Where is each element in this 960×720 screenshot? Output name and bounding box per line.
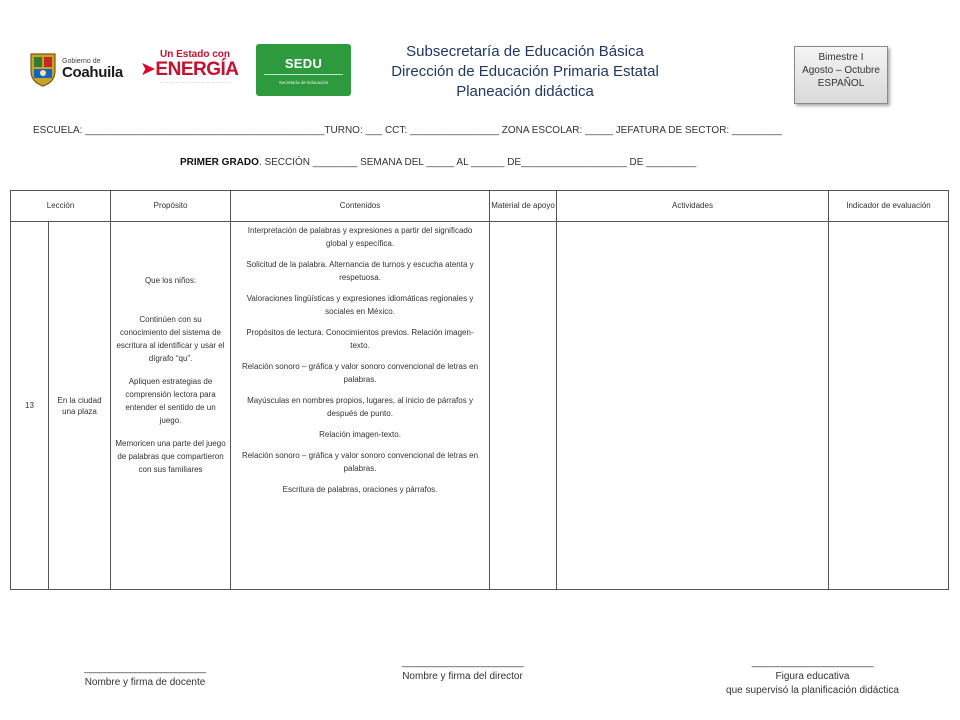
teacher-signature <box>55 662 235 690</box>
content-item: Propósitos de lectura. Conocimientos previos. Relación imagen-texto. <box>246 328 474 350</box>
purpose-item: Que los niños: <box>144 276 197 285</box>
indicator-cell <box>829 222 949 590</box>
planning-table <box>10 190 949 590</box>
content-item: Valoraciones lingüísticas y expresiones idiomáticas regionales y sociales en México. <box>246 294 474 316</box>
purpose-item: Continúen con su conocimiento del sistema de escritura al identificar y usar el dígrafo “qu”. <box>116 315 225 363</box>
bimestre-line-2: Agosto – Octubre <box>802 65 880 76</box>
school-info-line: ESCUELA: ___________________________________________TURNO: ___ CCT: ________________ ZONA ESCOLAR: _____ JEFATURA DE SECTOR: _________ <box>33 125 783 136</box>
content-item: Relación sonoro – gráfica y valor sonoro convencional de letras en palabras. <box>241 362 479 384</box>
director-signature-label: Nombre y firma del director <box>402 671 523 682</box>
grade-label: PRIMER GRADO <box>180 157 259 168</box>
energia-logo-sub-line: — — — — — — — — — — — — — — <box>160 79 231 84</box>
bimestre-line-1: Bimestre I <box>818 52 864 63</box>
coahuila-logo <box>28 50 133 88</box>
energia-arrow-icon: ➤ <box>140 59 156 80</box>
lesson-title: En la ciudad una plaza <box>49 222 111 590</box>
bimestre-box <box>794 46 888 104</box>
supervisor-signature-label-2: que supervisó la planificación didáctica <box>726 685 899 696</box>
coahuila-logo-small-text: Gobierno de <box>62 58 101 65</box>
header-indicator: Indicador de evaluación <box>829 191 949 222</box>
header-activities: Actividades <box>557 191 829 222</box>
contents-cell <box>231 222 490 590</box>
document-header <box>360 42 690 102</box>
coahuila-logo-big-text: Coahuila <box>62 64 123 81</box>
grade-info-line <box>180 157 696 168</box>
signature-line: ________________________ <box>401 657 524 668</box>
header-line-2: Dirección de Educación Primaria Estatal <box>391 63 659 80</box>
purpose-cell <box>111 222 231 590</box>
header-purpose: Propósito <box>111 191 231 222</box>
header-line-3: Planeación didáctica <box>456 83 594 100</box>
table-header-row <box>11 191 949 222</box>
content-item: Interpretación de palabras y expresiones a partir del significado global y específica. <box>247 226 473 248</box>
purpose-item: Apliquen estrategias de comprensión lectora para entender el sentido de un juego. <box>125 377 216 425</box>
material-cell <box>490 222 557 590</box>
signature-line: ________________________ <box>84 663 206 674</box>
sedu-logo-big-text: SEDU <box>284 56 323 71</box>
content-item: Mayúsculas en nombres propios, lugares, al inicio de párrafos y después de punto. <box>247 396 473 418</box>
header-lesson: Lección <box>11 191 111 222</box>
content-item: Solicitud de la palabra. Alternancia de turnos y escucha atenta y respetuosa. <box>246 260 474 282</box>
sedu-logo-divider <box>264 74 343 75</box>
energia-logo-top-text: Un Estado con <box>160 49 231 60</box>
sedu-logo <box>256 44 351 96</box>
supervisor-signature <box>695 656 930 698</box>
coahuila-shield-icon <box>28 51 58 87</box>
bimestre-line-3: ESPAÑOL <box>817 78 865 89</box>
director-signature <box>370 656 555 684</box>
sedu-logo-small-text: Secretaría de Educación <box>278 80 329 85</box>
content-item: Escritura de palabras, oraciones y párrafos. <box>282 485 438 494</box>
teacher-signature-label: Nombre y firma de docente <box>84 677 206 688</box>
content-item: Relación sonoro – gráfica y valor sonoro convencional de letras en palabras. <box>241 451 479 473</box>
energia-logo-word: ENERGÍA <box>155 59 239 80</box>
purpose-item: Memoricen una parte del juego de palabras que compartieron con sus familiares <box>115 439 226 474</box>
energia-logo-big-text <box>140 59 239 80</box>
header-contents: Contenidos <box>231 191 490 222</box>
energia-logo <box>140 49 239 90</box>
table-row <box>11 222 949 590</box>
supervisor-signature-label-1: Figura educativa <box>775 671 850 682</box>
signature-line: ________________________ <box>751 657 874 668</box>
section-week-info: . SECCIÓN ________ SEMANA DEL _____ AL ______ DE___________________ DE _________ <box>258 157 697 168</box>
header-line-1: Subsecretaría de Educación Básica <box>406 43 644 60</box>
header-material: Material de apoyo <box>490 191 557 222</box>
lesson-number: 13 <box>11 222 49 590</box>
content-item: Relación imagen-texto. <box>319 430 401 439</box>
activities-cell <box>557 222 829 590</box>
